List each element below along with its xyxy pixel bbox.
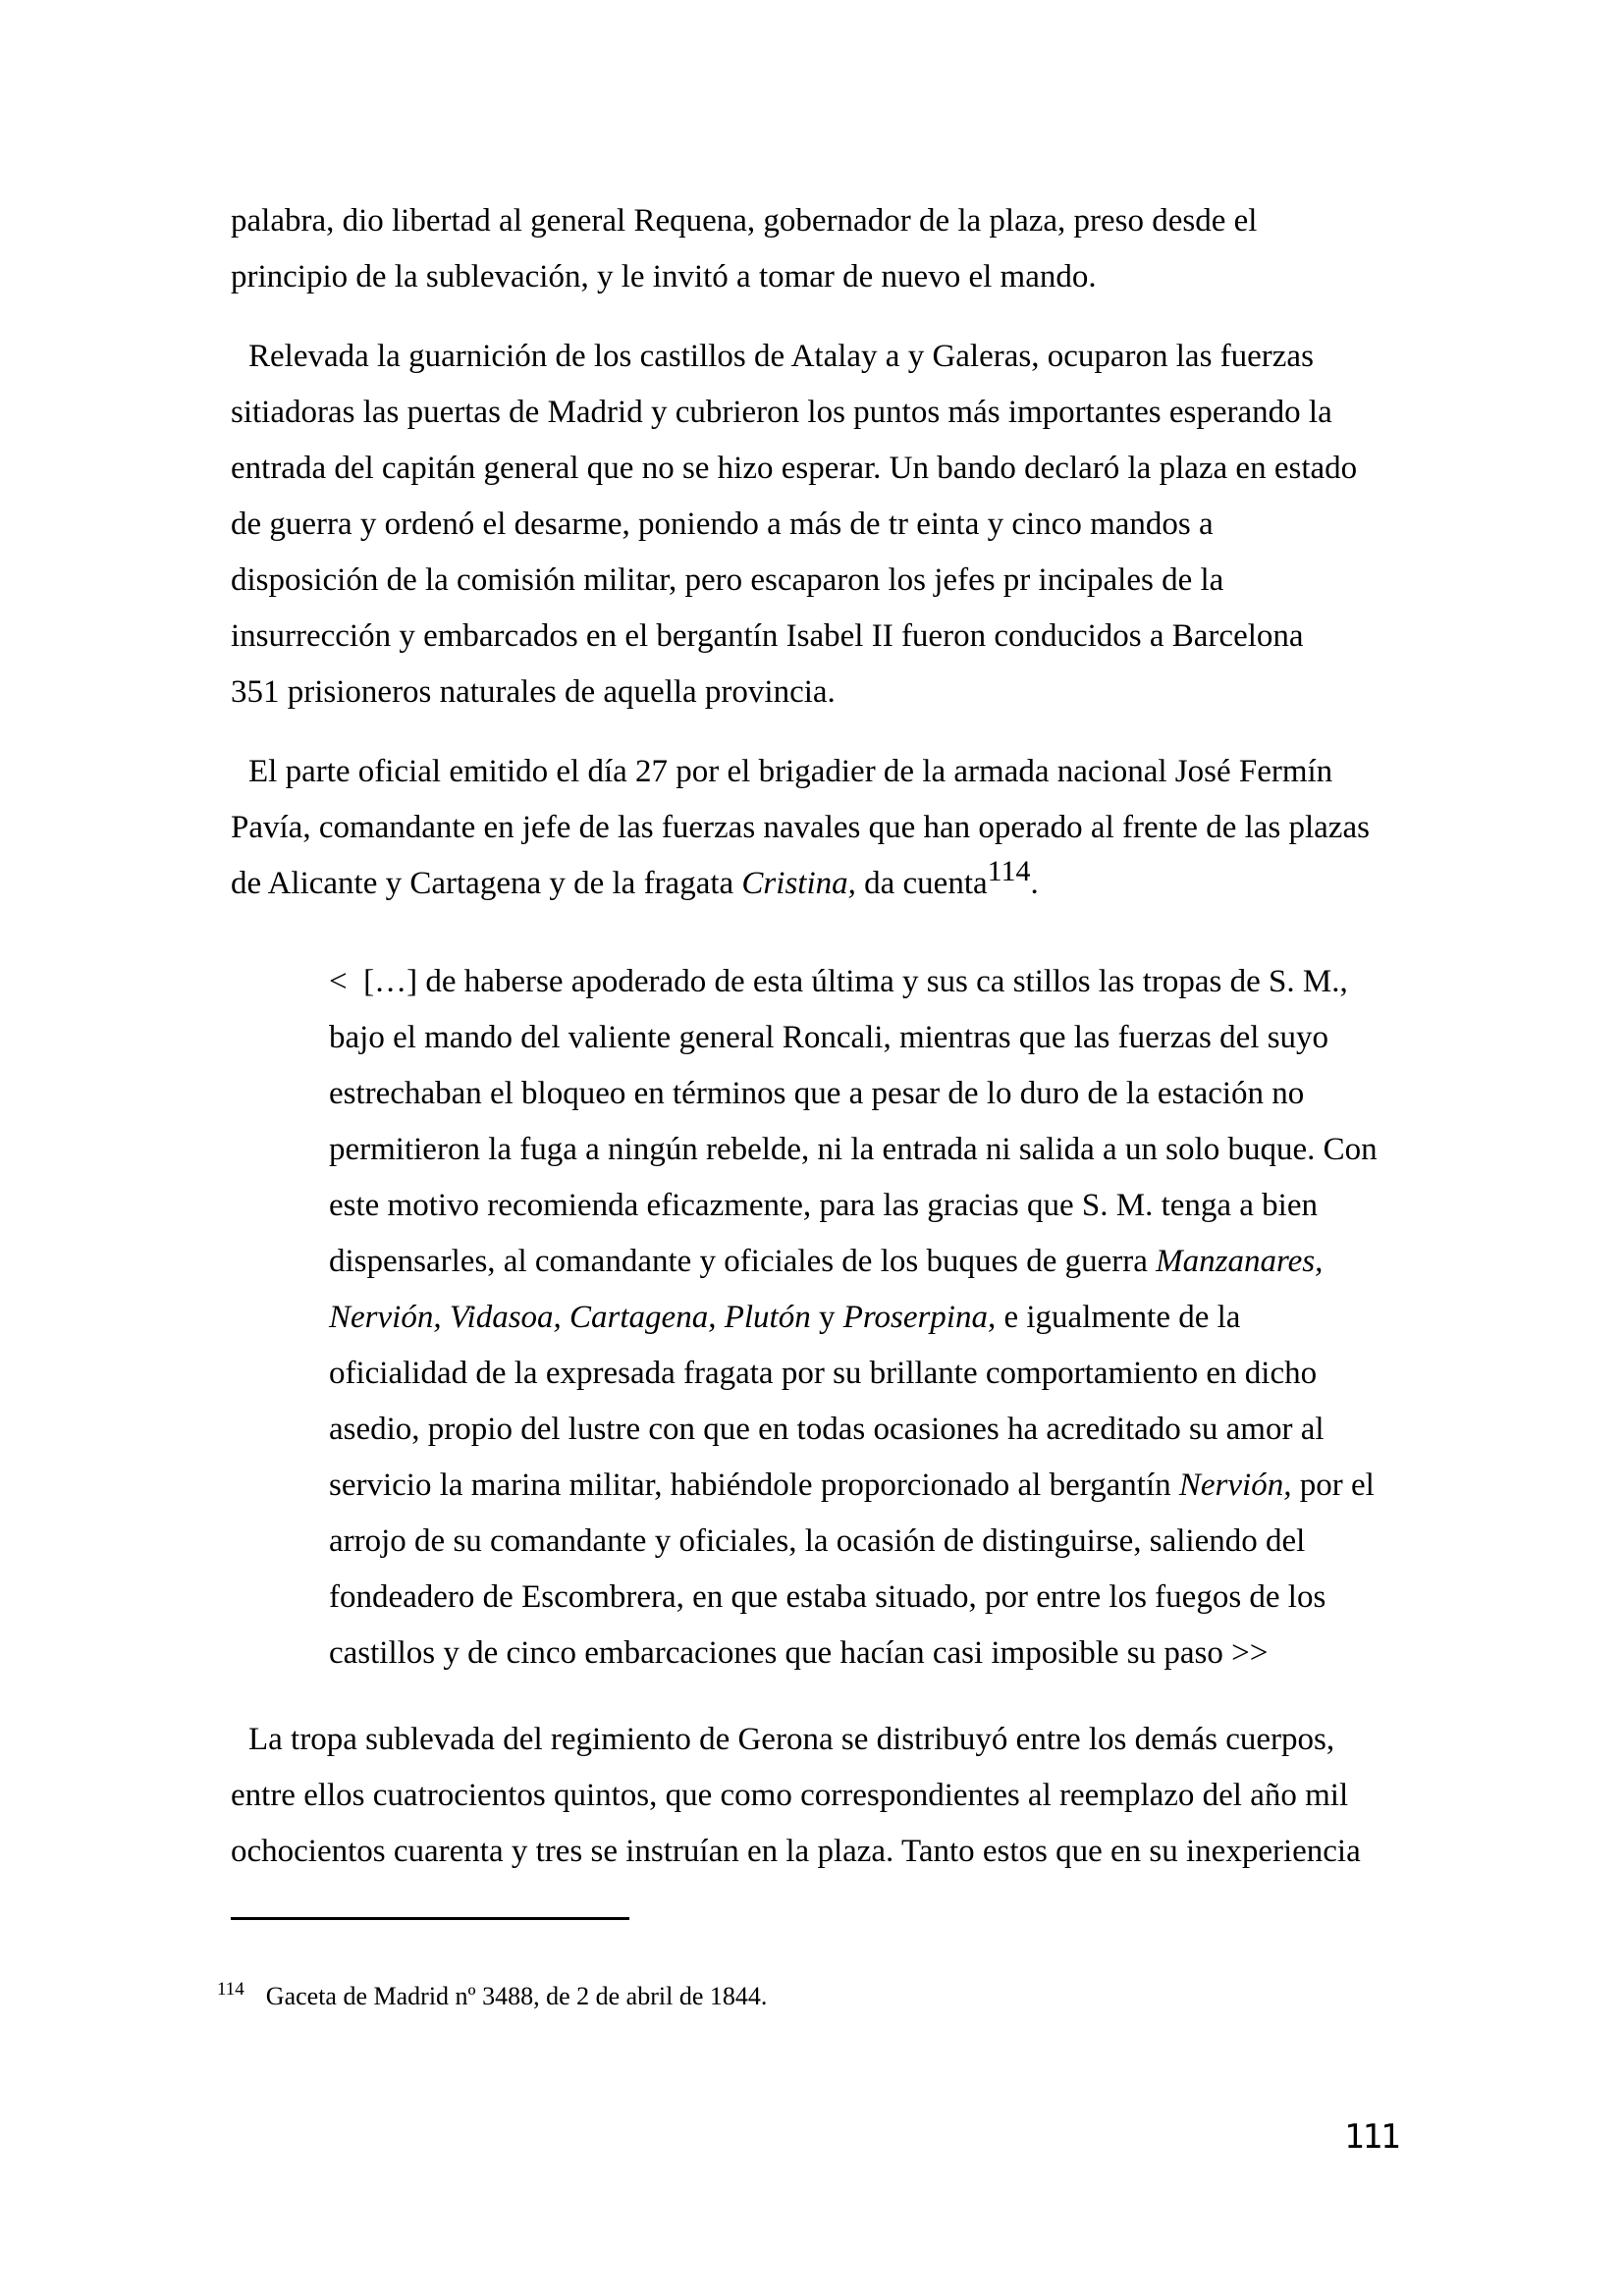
text-line: asedio, propio del lustre con que en todas ocasiones ha acreditado su amor al xyxy=(329,1412,1325,1447)
text-line: insurrección y embarcados en el bergantín Isabel II fueron conducidos a Barcelona xyxy=(231,618,1304,654)
text-line: de Alicante y Cartagena y de la fragata Cristina, da cuenta114. xyxy=(231,855,1039,901)
text-line: arrojo de su comandante y oficiales, la ocasión de distinguirse, saliendo del xyxy=(329,1523,1306,1559)
text-line: ochocientos cuarenta y tres se instruían en la plaza. Tanto estos que en su inexperiencia xyxy=(231,1834,1361,1869)
text-line: palabra, dio libertad al general Requena, gobernador de la plaza, preso desde el xyxy=(231,203,1258,239)
text-line: este motivo recomienda eficazmente, para las gracias que S. M. tenga a bien xyxy=(329,1188,1318,1223)
footnote-separator xyxy=(231,1917,629,1920)
paragraph xyxy=(231,744,1409,912)
page-number: 111 xyxy=(1344,2117,1399,2157)
text-line: 351 prisioneros naturales de aquella provincia. xyxy=(231,674,836,710)
document-content xyxy=(231,193,1409,1903)
text-line: permitieron la fuga a ningún rebelde, ni la entrada ni salida a un solo buque. Con xyxy=(329,1132,1378,1167)
paragraph xyxy=(231,193,1409,305)
text-line: principio de la sublevación, y le invitó a tomar de nuevo el mando. xyxy=(231,259,1097,294)
text-line: entrada del capitán general que no se hizo esperar. Un bando declaró la plaza en estado xyxy=(231,451,1358,486)
text-line: de guerra y ordenó el desarme, poniendo a más de tr einta y cinco mandos a xyxy=(231,507,1214,542)
text-line: sitiadoras las puertas de Madrid y cubrieron los puntos más importantes esperando la xyxy=(231,395,1332,430)
text-line: Nervión, Vidasoa, Cartagena, Plutón y Proserpina, e igualmente de la xyxy=(329,1300,1241,1335)
text-line: estrechaban el bloqueo en términos que a pesar de lo duro de la estación no xyxy=(329,1076,1305,1111)
footnote-marker: 114 xyxy=(217,1979,244,2000)
footnote-reference: 114 xyxy=(987,855,1031,887)
text-line: servicio la marina militar, habiéndole proporcionado al bergantín Nervión, por el xyxy=(329,1468,1375,1503)
text-line: fondeadero de Escombrera, en que estaba situado, por entre los fuegos de los xyxy=(329,1579,1326,1615)
text-line: La tropa sublevada del regimiento de Gerona se distribuyó entre los demás cuerpos, xyxy=(248,1722,1335,1757)
text-line: Relevada la guarnición de los castillos de Atalay a y Galeras, ocuparon las fuerzas xyxy=(248,339,1314,374)
text-line: Pavía, comandante en jefe de las fuerzas navales que han operado al frente de las plazas xyxy=(231,810,1370,845)
text-line: dispensarles, al comandante y oficiales de los buques de guerra Manzanares, xyxy=(329,1244,1324,1279)
text-line: disposición de la comisión militar, pero escaparon los jefes pr incipales de la xyxy=(231,562,1224,598)
text-line: El parte oficial emitido el día 27 por el brigadier de la armada nacional José Fermín xyxy=(248,754,1333,789)
text-line: bajo el mando del valiente general Roncali, mientras que las fuerzas del suyo xyxy=(329,1020,1329,1055)
blockquote xyxy=(329,954,1409,1682)
paragraph xyxy=(231,329,1409,721)
footnote xyxy=(217,1979,768,2011)
text-line: entre ellos cuatrocientos quintos, que como correspondientes al reemplazo del año mil xyxy=(231,1778,1349,1813)
text-line: < […] de haberse apoderado de esta última y sus ca stillos las tropas de S. M., xyxy=(329,964,1348,999)
text-line: castillos y de cinco embarcaciones que hacían casi imposible su paso >> xyxy=(329,1635,1269,1671)
text-line: oficialidad de la expresada fragata por su brillante comportamiento en dicho xyxy=(329,1356,1318,1391)
footnote-text: Gaceta de Madrid nº 3488, de 2 de abril de 1844. xyxy=(265,1982,768,2010)
paragraph xyxy=(231,1712,1409,1880)
